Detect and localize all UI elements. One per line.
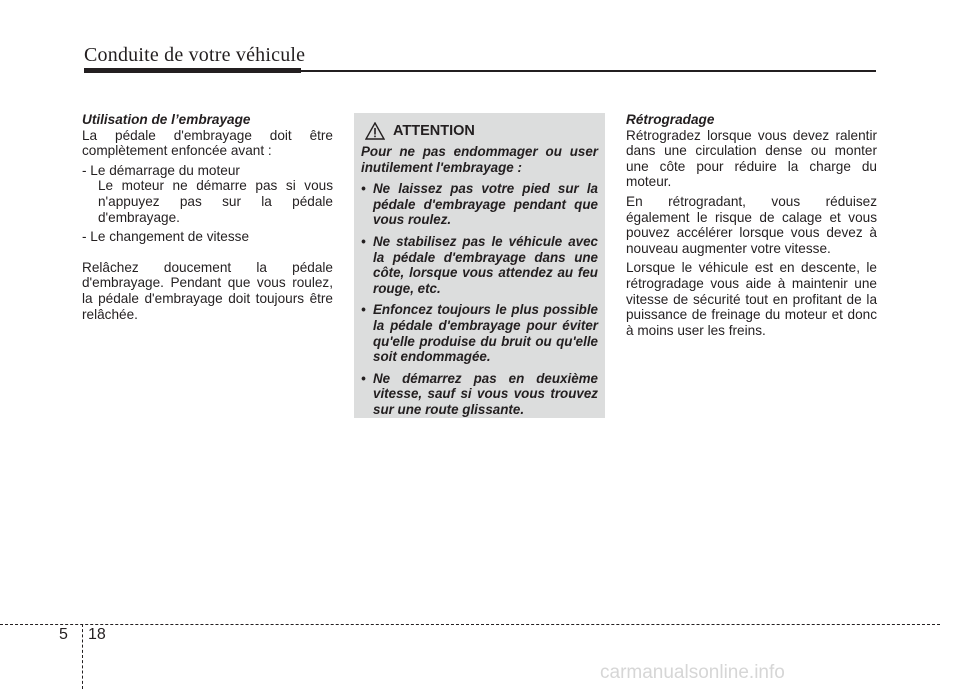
- bullet-icon: •: [361, 181, 366, 197]
- downshift-paragraph: En rétrogradant, vous réduisez également le risque de calage et vous pouvez accélérer lorsque vous devez à nouveau augmenter votre vitesse.: [626, 193, 877, 256]
- downshift-paragraph: Lorsque le véhicule est en descente, le rétrogradage vous aide à maintenir une vitesse de sécurité tout en profitant de la puissance de freinage du moteur et donc à moins user les freins.: [626, 260, 877, 338]
- footer-divider: [82, 624, 83, 689]
- downshift-heading: Rétrogradage: [626, 112, 715, 127]
- list-item: [82, 229, 333, 245]
- bullet-text: Ne stabilisez pas le véhicule avec la pédale d'embrayage dans une côte, lorsque vous attendez au feu rouge, etc.: [373, 233, 598, 296]
- footer-rule: [0, 624, 940, 625]
- left-column: [82, 112, 333, 322]
- bullet-icon: •: [361, 302, 366, 318]
- attention-callout: [354, 113, 605, 418]
- clutch-closing: Relâchez doucement la pédale d'embrayage. Pendant que vous roulez, la pédale d'embrayage doit toujours être relâchée.: [82, 259, 333, 322]
- header-rule-thin: [301, 70, 876, 72]
- bullet-text: Ne démarrez pas en deuxième vitesse, sauf si vous vous trouvez sur une route glissante.: [373, 370, 598, 417]
- list-item: [361, 181, 598, 228]
- list-item: [82, 163, 333, 225]
- downshift-paragraph: Rétrogradez lorsque vous devez ralentir dans une circulation dense ou monter une côte pour réduire la charge du moteur.: [626, 127, 877, 190]
- warning-triangle-icon: [365, 122, 385, 140]
- page-number: 18: [88, 626, 106, 643]
- list-item-body: Le moteur ne démarre pas si vous n'appuyez pas sur la pédale d'embrayage.: [98, 178, 333, 225]
- callout-title: ATTENTION: [393, 123, 475, 139]
- list-item: [361, 234, 598, 296]
- right-column: [626, 112, 877, 338]
- clutch-intro: La pédale d'embrayage doit être complètement enfoncée avant :: [82, 127, 333, 159]
- bullet-icon: •: [361, 370, 366, 386]
- watermark: carmanualsonline.info: [600, 662, 785, 683]
- section-number: 5: [59, 626, 68, 643]
- list-item-label: - Le changement de vitesse: [82, 229, 250, 245]
- list-item: [361, 302, 598, 364]
- bullet-icon: •: [361, 233, 366, 249]
- bullet-text: Ne laissez pas votre pied sur la pédale d'embrayage pendant que vous roulez.: [373, 181, 598, 228]
- clutch-heading: Utilisation de l’embrayage: [82, 112, 251, 127]
- page-title: Conduite de votre véhicule: [84, 44, 306, 66]
- list-item: [361, 371, 598, 418]
- callout-intro: Pour ne pas endommager ou user inutilement l'embrayage :: [361, 144, 598, 175]
- header-rule-thick: [84, 68, 301, 73]
- list-item-label: - Le démarrage du moteur: [82, 162, 240, 178]
- callout-title-row: [365, 122, 598, 140]
- bullet-text: Enfoncez toujours le plus possible la pédale d'embrayage pour éviter qu'elle produise du bruit ou qu'elle soit endommagée.: [373, 302, 598, 365]
